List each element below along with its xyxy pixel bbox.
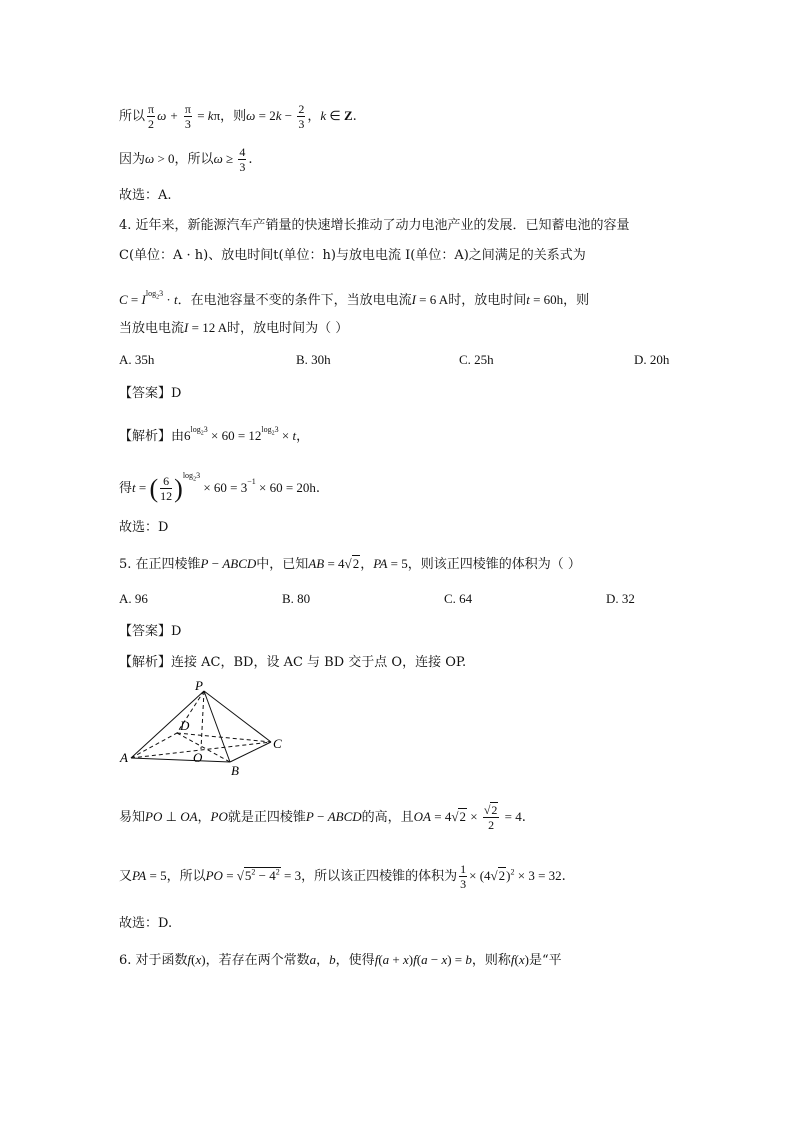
q5-answer: 【答案】D <box>119 624 182 639</box>
q4-option-b: B. 30h <box>296 352 331 367</box>
label-d: D <box>180 718 190 733</box>
label-c: C <box>273 736 282 751</box>
q5-line-height: 易知PO ⊥ OA，PO就是正四棱锥P − ABCD的高，且OA = 4√2 × $\frac{√2}{2}$ = 4. <box>119 803 526 832</box>
q5-option-b: B. 80 <box>282 591 311 606</box>
q4-option-c: C. 25h <box>459 352 494 367</box>
choose-a: 故选：A. <box>119 188 172 203</box>
label-p: P <box>195 678 203 693</box>
q4-option-a: A. 35h <box>119 352 155 367</box>
text: ，则 <box>220 109 247 124</box>
q5-option-d: D. 32 <box>606 591 635 606</box>
label-a: A <box>120 750 128 765</box>
label-o: O <box>193 750 203 765</box>
q5-option-a: A. 96 <box>119 591 148 606</box>
q5-line1: 5. 在正四棱锥P − ABCD中，已知AB = 4√2，PA = 5，则该正四棱锥的体积为（ ） <box>119 556 581 572</box>
line-omega-range: 因为ω > 0，所以ω ≥ $\frac{4}{3}$ . <box>119 145 253 174</box>
pyramid-figure <box>115 678 295 778</box>
q5-line-volume: 又PA = 5，所以PO = $√5^2 - 4^2 = 3$，所以该正四棱锥的体积为 $\frac{1}{3}$ × $(4√2)^2 \times 3 = 32$. <box>119 862 566 891</box>
q6-line1: 6. 对于函数f(x)，若存在两个常数a，b，使得f(a + x)f(a − x) = b，则称f(x)是“平 <box>119 952 562 968</box>
q4-option-d: D. 20h <box>634 352 670 367</box>
text: 所以 <box>119 109 146 124</box>
q4-choose: 故选：D <box>119 520 169 535</box>
line-omega-solution: 所以 $\frac{\pi}{2}$ ω + $\frac{\pi}{3}$ = kπ，则ω = 2k − $\frac{2}{3}$ ，k ∈ Z. <box>119 102 357 131</box>
q4-derivation: 得t = ( $\frac{6}{12}$ )$^{log_23} \times 60 = 3^{-1} \times 60 = 20h$. <box>119 471 321 503</box>
q4-answer: 【答案】D <box>119 386 182 401</box>
q4-analysis-line: 【解析】由$6^{log_23} \times 60 = 12^{log_23} \times t$， <box>119 425 310 444</box>
label-b: B <box>231 763 239 778</box>
q5-choose: 故选：D. <box>119 916 173 931</box>
q5-option-c: C. 64 <box>444 591 473 606</box>
q4-line4: 当放电电流I = 12 A时，放电时间为（ ） <box>119 320 349 336</box>
q4-line2: C(单位：A · h)、放电时间t(单位：h)与放电电流 I(单位：A)之间满足的关系式为 <box>119 248 586 263</box>
q4-line3: $C = I^{log_23} \cdot t$．在电池容量不变的条件下，当放电电流I = 6 A时，放电时间t = 60h，则 <box>119 289 590 308</box>
q4-line1: 4. 近年来，新能源汽车产销量的快速增长推动了动力电池产业的发展．已知蓄电池的容量 <box>119 218 630 233</box>
q5-analysis: 【解析】连接 AC，BD，设 AC 与 BD 交于点 O，连接 OP. <box>119 655 467 670</box>
